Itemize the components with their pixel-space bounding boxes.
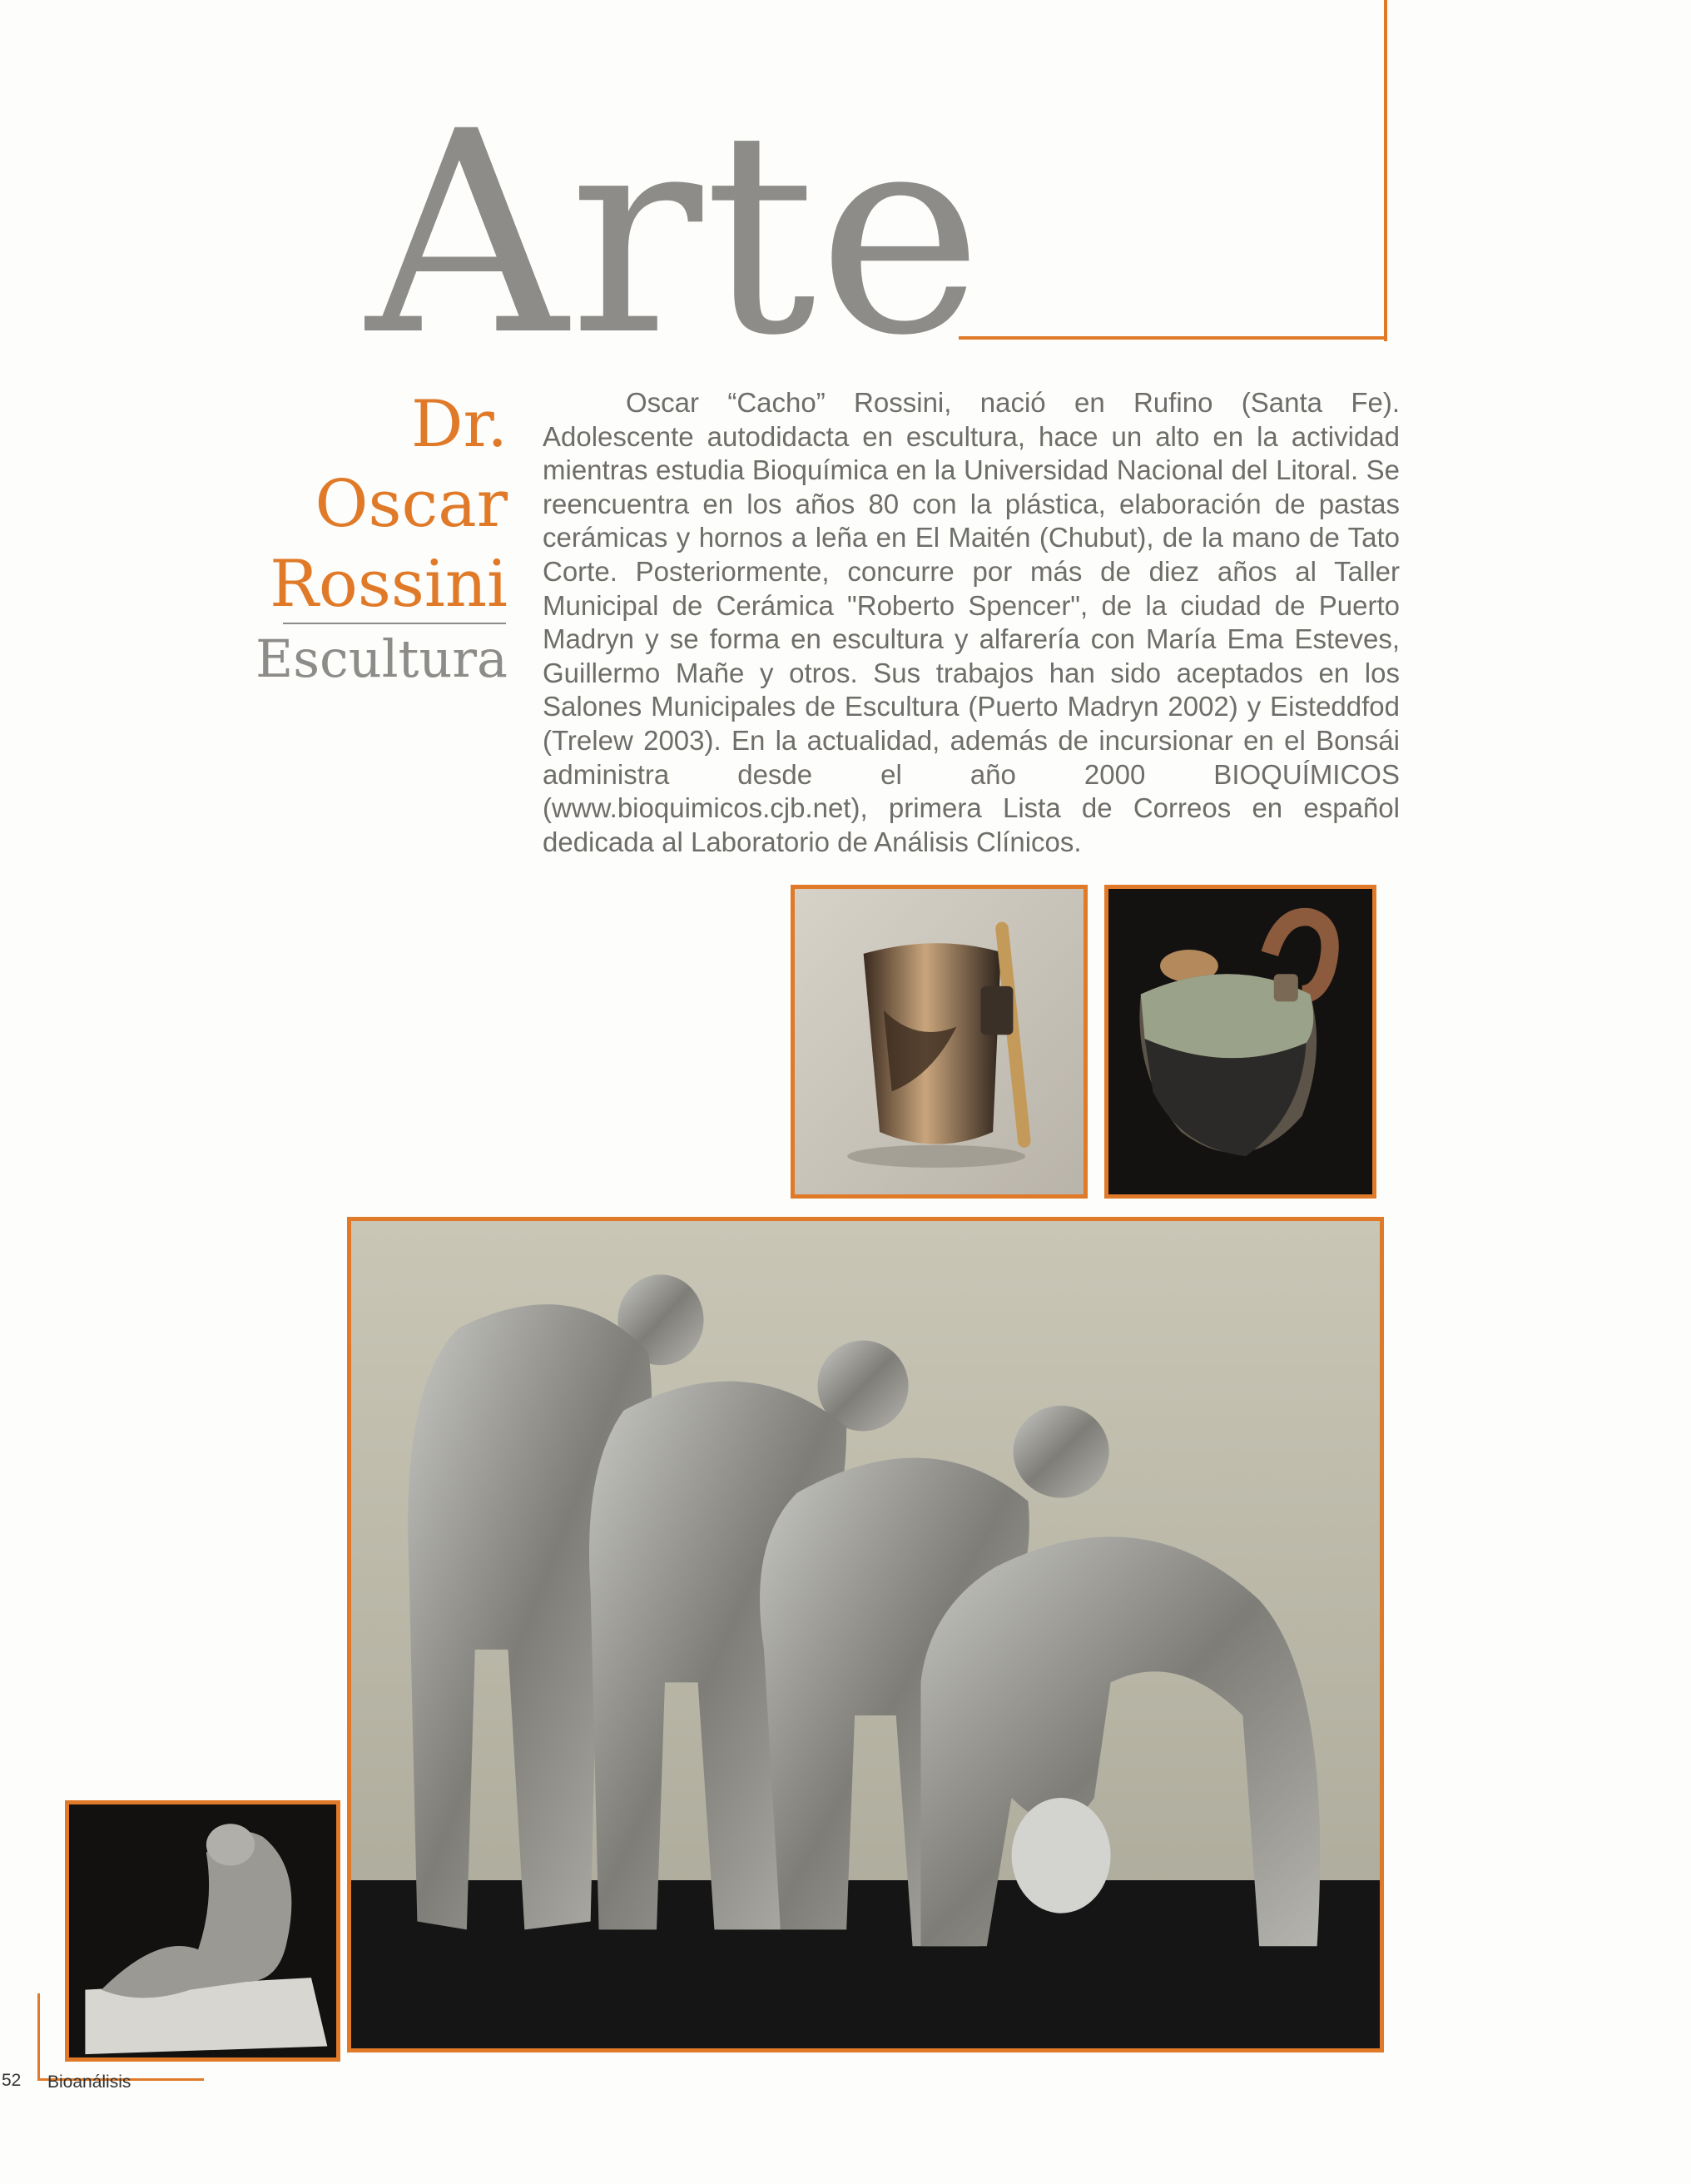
figures-sculpture-photo <box>347 1217 1384 2052</box>
bio-paragraph: Oscar “Cacho” Rossini, nació en Rufino (Santa Fe). Adolescente autodidacta en escultura, hace un alto en la actividad mientras estudia Bioquímica en la Universidad Nacional del Litoral. Se reencuentra en los años 80 con la plástica, elaboración de pastas cerámicas y hornos a leña en El Maitén (Chubut), de la mano de Tato Corte. Posteriormente, concurre por más de diez años al Taller Municipal de Cerámica "Roberto Spencer", de la ciudad de Puerto Madryn y se forma en escultura y alfarería con María Ema Esteves, Guillermo Mañe y otros. Sus trabajos han sido aceptados en los Salones Municipales de Escultura (Puerto Madryn 2002) y Eisteddfod (Trelew 2003). En la actualidad, además de incursionar en el Bonsái administra desde el año 2000 BIOQUÍMICOS (www.bioquimicos.cjb.net), primera Lista de Correos en español dedicada al Laboratorio de Análisis Clínicos. <box>543 387 1400 857</box>
footer-line-vertical <box>37 1993 40 2081</box>
frame-line-right-vertical <box>1384 0 1387 341</box>
author-name <box>270 385 508 624</box>
page-number: 52 <box>2 2071 22 2090</box>
author-first-name: Oscar <box>315 467 508 542</box>
author-divider <box>283 623 506 624</box>
ceramic-jug-photo <box>1104 885 1376 1199</box>
category-label: Escultura <box>255 628 508 689</box>
author-title: Dr. <box>410 387 508 462</box>
author-last-name: Rossini <box>270 547 508 622</box>
ceramic-vase-photo <box>791 885 1088 1199</box>
section-title: Arte <box>366 72 984 397</box>
seated-figure-photo <box>65 1800 340 2062</box>
frame-line-title-underline <box>959 336 1387 340</box>
magazine-name: Bioanálisis <box>47 2072 131 2092</box>
